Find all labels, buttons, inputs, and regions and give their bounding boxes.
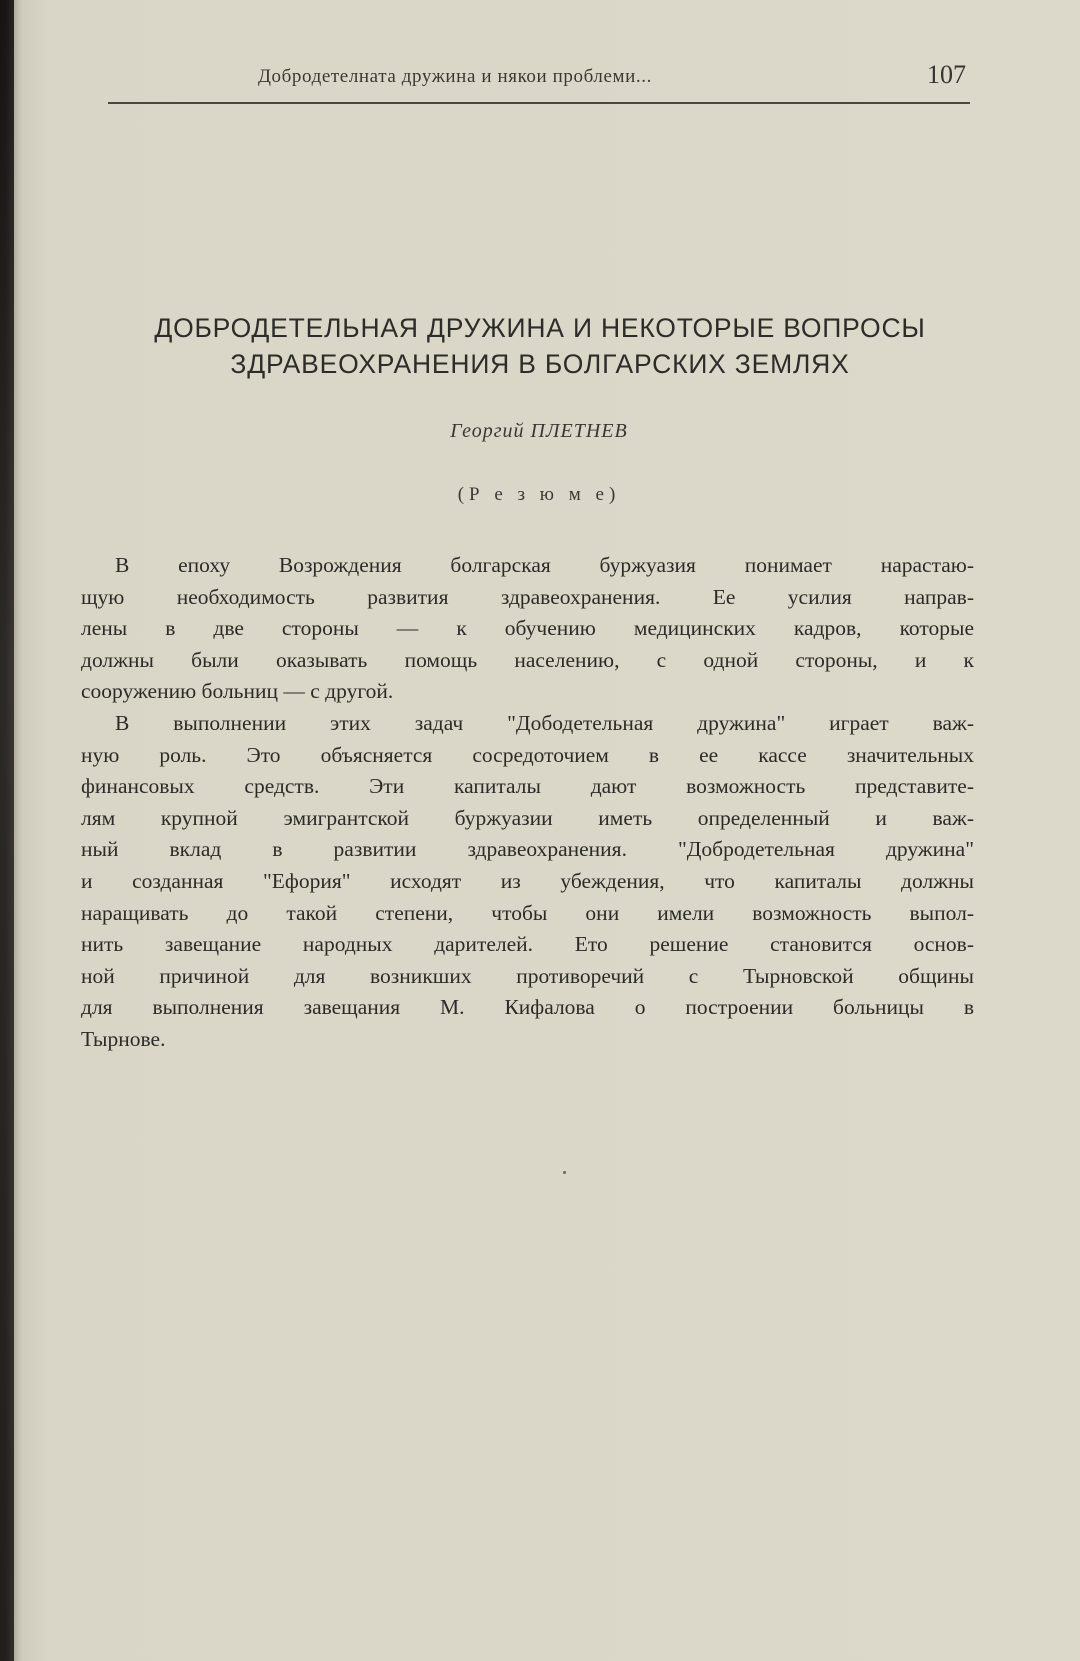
article-title-line-2: ЗДРАВЕОХРАНЕНИЯ В БОЛГАРСКИХ ЗЕМЛЯХ	[230, 349, 850, 379]
text-line: лены в две стороны — к обучению медицинских кадров, которые	[81, 616, 974, 641]
author-name: Георгий ПЛЕТНЕВ	[450, 420, 628, 442]
text-line: щую необходимость развития здравеохранения. Ее усилия направ-	[81, 584, 974, 609]
paragraph-2	[81, 708, 974, 1056]
text-line: должны были оказывать помощь населению, с одной стороны, и к	[81, 647, 974, 672]
text-line: для выполнения завещания М. Кифалова о построении больницы в	[81, 995, 974, 1020]
article-title-line-1: ДОБРОДЕТЕЛЬНАЯ ДРУЖИНА И НЕКОТОРЫЕ ВОПРОСЫ	[154, 313, 926, 343]
text-line: В выполнении этих задач "Дободетельная дружина" играет важ-	[115, 710, 974, 735]
text-line: сооружению больниц — с другой.	[81, 679, 394, 704]
page-number: 107	[927, 60, 966, 89]
text-line: финансовых средств. Эти капиталы дают возможность представите-	[81, 774, 974, 799]
text-line: ный вклад в развитии здравеохранения. "Добродетельная дружина"	[81, 837, 974, 862]
summary-label: (Р е з ю м е)	[457, 484, 621, 505]
running-head	[108, 58, 970, 106]
text-line: нить завещание народных дарителей. Ето решение становится основ-	[81, 932, 974, 957]
text-line: Тырнове.	[81, 1026, 166, 1051]
paper-speck	[563, 1171, 566, 1174]
summary-body	[81, 550, 974, 1056]
running-head-title: Добродетелната дружина и някои проблеми...	[258, 66, 652, 87]
book-spine-shadow	[0, 0, 14, 1661]
text-line: В епоху Возрождения болгарская буржуазия понимает нарастаю-	[115, 553, 974, 577]
header-rule	[108, 102, 970, 104]
paragraph-1	[81, 550, 974, 708]
text-line: наращивать до такой степени, чтобы они имели возможность выпол-	[81, 900, 974, 925]
text-line: лям крупной эмигрантской буржуазии иметь определенный и важ-	[81, 805, 974, 830]
text-line: и созданная "Ефория" исходят из убеждения, что капиталы должны	[81, 868, 974, 893]
text-line: ной причиной для возникших противоречий с Тырновской общины	[81, 963, 974, 988]
text-line: ную роль. Это объясняется сосредоточием в ее кассе значительных	[81, 742, 974, 767]
article-title	[60, 310, 1020, 382]
